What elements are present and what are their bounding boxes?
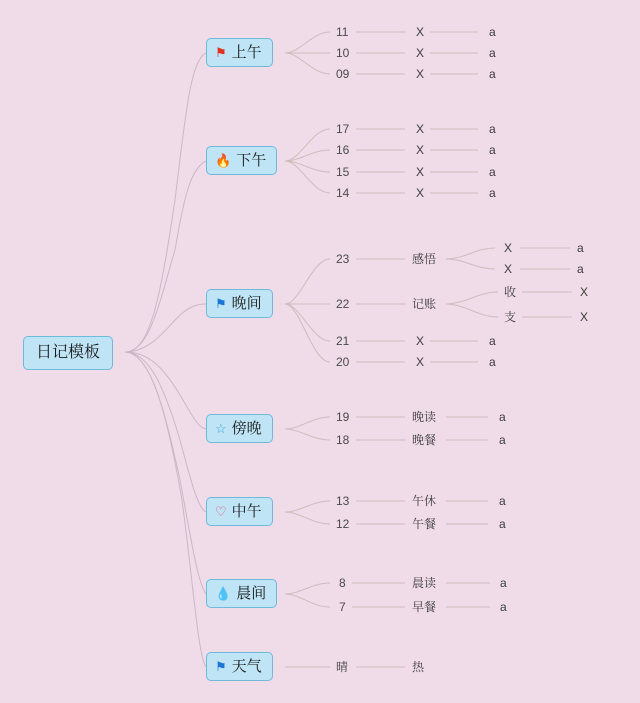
leaf-detail[interactable]: a	[489, 143, 496, 157]
branch-label: 天气	[231, 658, 262, 675]
leaf-time[interactable]: 18	[336, 433, 350, 447]
leaf-time[interactable]: 8	[339, 576, 346, 590]
branch-label: 上午	[231, 44, 262, 61]
leaf-time[interactable]: 13	[336, 494, 350, 508]
leaf-detail[interactable]: a	[489, 334, 496, 348]
branch-node-dawn[interactable]	[206, 579, 277, 608]
leaf-detail[interactable]: a	[489, 165, 496, 179]
branch-node-afternoon[interactable]	[206, 146, 277, 175]
flag-blue-icon: ⚑	[215, 659, 227, 675]
leaf-subitem-label[interactable]: 收	[504, 285, 517, 299]
leaf-subitem-detail[interactable]: X	[580, 310, 589, 324]
root-node-label: 日记模板	[36, 344, 101, 361]
flag-blue-icon: ⚑	[215, 296, 227, 312]
leaf-detail[interactable]: a	[489, 67, 496, 81]
leaf-time[interactable]: 21	[336, 334, 350, 348]
leaf-time[interactable]: 09	[336, 67, 350, 81]
leaf-activity[interactable]: X	[416, 165, 425, 179]
leaf-time[interactable]: 19	[336, 410, 350, 424]
branch-node-evening[interactable]	[206, 414, 273, 443]
branch-node-morning-am[interactable]	[206, 38, 273, 67]
leaf-time[interactable]: 16	[336, 143, 350, 157]
branch-node-noon[interactable]	[206, 497, 273, 526]
leaf-time[interactable]: 17	[336, 122, 350, 136]
leaf-time[interactable]: 11	[336, 25, 349, 39]
flag-red-icon: ⚑	[215, 45, 227, 61]
leaf-subitem-label[interactable]: 支	[504, 310, 517, 324]
leaf-detail[interactable]: a	[489, 186, 496, 200]
leaf-time[interactable]: 10	[336, 46, 350, 60]
root-node[interactable]	[23, 336, 113, 370]
heart-icon: ♡	[215, 504, 227, 520]
leaf-activity[interactable]: 晚读	[412, 410, 437, 424]
leaf-activity[interactable]: 午餐	[412, 517, 437, 531]
leaf-activity[interactable]: X	[416, 67, 425, 81]
branch-node-weather[interactable]	[206, 652, 273, 681]
leaf-detail[interactable]: a	[500, 576, 507, 590]
leaf-time[interactable]: 20	[336, 355, 350, 369]
leaf-detail[interactable]: a	[489, 122, 496, 136]
branch-label: 晨间	[236, 585, 267, 602]
leaf-activity[interactable]: X	[416, 334, 425, 348]
leaf-time[interactable]: 15	[336, 165, 350, 179]
water-drop-icon: 💧	[215, 586, 232, 602]
branch-label: 晚间	[231, 295, 262, 312]
leaf-detail[interactable]: a	[499, 433, 506, 447]
leaf-subitem-label[interactable]: X	[504, 262, 513, 276]
leaf-detail[interactable]: a	[499, 494, 506, 508]
star-icon: ☆	[215, 421, 227, 437]
leaf-activity[interactable]: 晚餐	[412, 433, 437, 447]
leaf-activity[interactable]: 感悟	[412, 252, 437, 266]
leaf-detail[interactable]: a	[489, 46, 496, 60]
leaf-subitem-detail[interactable]: a	[577, 241, 584, 255]
branch-node-night[interactable]	[206, 289, 273, 318]
leaf-time[interactable]: 22	[336, 297, 350, 311]
leaf-activity[interactable]: 记账	[412, 297, 437, 311]
leaf-time[interactable]: 14	[336, 186, 350, 200]
leaf-detail[interactable]: a	[499, 410, 506, 424]
leaf-activity[interactable]: X	[416, 143, 425, 157]
leaf-activity[interactable]: X	[416, 122, 425, 136]
leaf-time[interactable]: 12	[336, 517, 350, 531]
leaf-activity[interactable]: X	[416, 25, 425, 39]
leaf-subitem-detail[interactable]: a	[577, 262, 584, 276]
branch-label: 中午	[231, 503, 262, 520]
branch-label: 下午	[236, 152, 267, 169]
leaf-time[interactable]: 7	[339, 600, 346, 614]
leaf-detail[interactable]: a	[489, 355, 496, 369]
leaf-activity[interactable]: X	[416, 186, 425, 200]
leaf-detail[interactable]: a	[500, 600, 507, 614]
leaf-detail[interactable]: a	[499, 517, 506, 531]
leaf-detail[interactable]: a	[489, 25, 496, 39]
leaf-activity[interactable]: X	[416, 355, 425, 369]
branch-label: 傍晚	[231, 420, 262, 437]
leaf-time[interactable]: 23	[336, 252, 350, 266]
leaf-time[interactable]: 晴	[336, 660, 349, 674]
leaf-activity[interactable]: X	[416, 46, 425, 60]
leaf-subitem-detail[interactable]: X	[580, 285, 589, 299]
leaf-activity[interactable]: 午休	[412, 494, 437, 508]
leaf-activity[interactable]: 热	[412, 660, 425, 674]
leaf-subitem-label[interactable]: X	[504, 241, 513, 255]
leaf-activity[interactable]: 晨读	[412, 576, 437, 590]
fire-icon: 🔥	[215, 153, 232, 169]
leaf-activity[interactable]: 早餐	[412, 600, 437, 614]
